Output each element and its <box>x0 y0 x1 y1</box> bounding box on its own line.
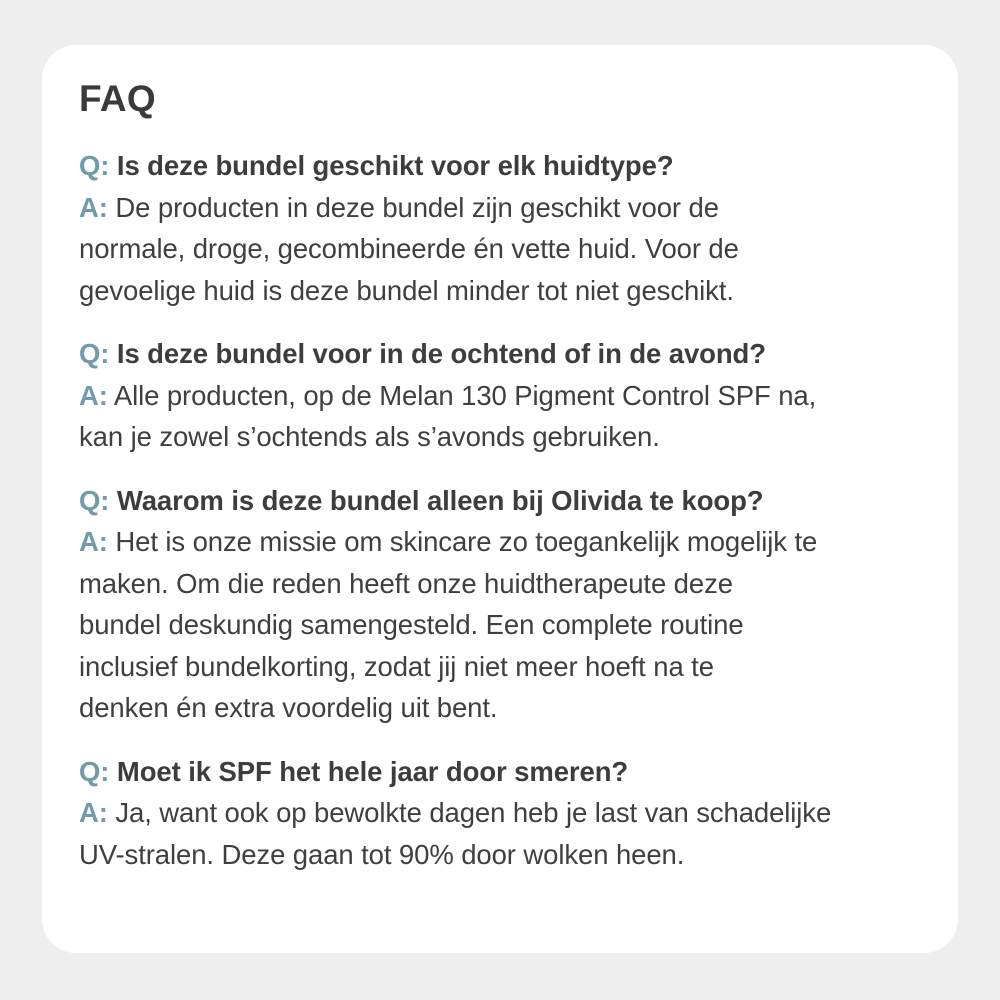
faq-card <box>42 45 958 953</box>
faq-title: FAQ <box>79 78 156 119</box>
faq-answer-line <box>79 521 928 563</box>
faq-question <box>79 145 928 187</box>
question-label: Q: <box>79 150 110 181</box>
answer-text: Het is onze missie om skincare zo toegankelijk mogelijk te <box>115 526 818 557</box>
faq-list <box>79 145 928 875</box>
faq-answer-line: inclusief bundelkorting, zodat jij niet meer hoeft na te <box>79 650 714 682</box>
faq-question <box>79 751 928 793</box>
answer-text: Alle producten, op de Melan 130 Pigment Control SPF na, <box>113 379 817 411</box>
answer-label: A: <box>79 797 108 828</box>
faq-answer-line: gevoelige huid is deze bundel minder tot niet geschikt. <box>79 274 734 306</box>
question-text: Moet ik SPF het hele jaar door smeren? <box>116 755 629 787</box>
faq-question <box>79 480 928 522</box>
answer-text: De producten in deze bundel zijn geschikt voor de <box>115 191 719 223</box>
answer-label: A: <box>79 379 108 411</box>
answer-text: Ja, want ook op bewolkte dagen heb je last van schadelijke <box>115 797 832 828</box>
question-text: Is deze bundel voor in de ochtend of in de avond? <box>116 338 766 369</box>
answer-label: A: <box>79 191 108 223</box>
answer-label: A: <box>79 526 108 557</box>
faq-item <box>79 333 928 458</box>
question-label: Q: <box>79 755 110 787</box>
faq-item <box>79 751 928 876</box>
faq-item <box>79 480 928 729</box>
question-label: Q: <box>79 484 110 516</box>
faq-answer-line: denken én extra voordelig uit bent. <box>79 692 498 723</box>
faq-answer-line: UV-stralen. Deze gaan tot 90% door wolken heen. <box>79 838 685 870</box>
faq-answer-line <box>79 375 928 417</box>
question-text: Waarom is deze bundel alleen bij Olivida te koop? <box>116 484 764 516</box>
question-text: Is deze bundel geschikt voor elk huidtype? <box>116 150 674 181</box>
faq-answer-line: maken. Om die reden heeft onze huidtherapeute deze <box>79 567 733 599</box>
faq-answer-line: kan je zowel s’ochtends als s’avonds gebruiken. <box>79 421 660 452</box>
question-label: Q: <box>79 338 110 369</box>
faq-answer-line <box>79 792 928 834</box>
faq-question <box>79 333 928 375</box>
faq-answer-line: bundel deskundig samengesteld. Een complete routine <box>79 609 744 640</box>
faq-item <box>79 145 928 311</box>
faq-answer-line <box>79 187 928 229</box>
faq-answer-line: normale, droge, gecombineerde én vette huid. Voor de <box>79 233 739 264</box>
